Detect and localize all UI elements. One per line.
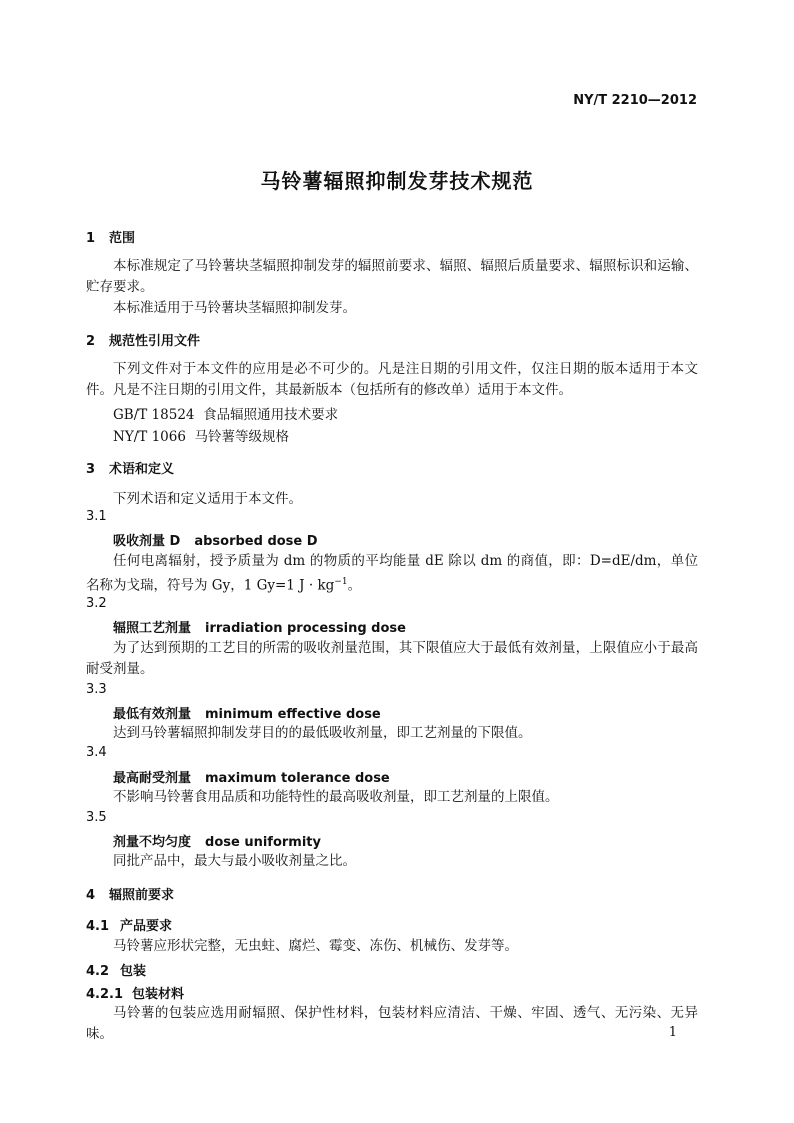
subsection-4-2-heading: [86, 960, 146, 979]
section-3-heading: [86, 458, 174, 477]
term-heading: [113, 530, 318, 549]
document-title: 马铃薯辐照抑制发芽技术规范: [260, 169, 534, 193]
section-number: 1: [86, 231, 96, 246]
section-1-heading: [86, 227, 135, 246]
term-zh: 辐照工艺剂量: [113, 621, 192, 636]
term-zh: 剂量不均匀度: [113, 835, 192, 850]
section-2-heading: [86, 330, 200, 349]
subsection-4-2-1-paragraph: 马铃薯的包装应选用耐辐照、保护性材料，包装材料应清洁、干燥、牢固、透气、无污染、无异味。: [86, 1005, 698, 1042]
section-1-paragraph-2: 本标准适用于马铃薯块茎辐照抑制发芽。: [113, 300, 356, 316]
term-number: 3.5: [86, 810, 107, 825]
reference-item: NY/T 1066 马铃薯等级规格: [113, 429, 290, 445]
term-definition: 达到马铃薯辐照抑制发芽目的的最低吸收剂量，即工艺剂量的下限值。: [113, 725, 532, 741]
term-definition: 为了达到预期的工艺目的所需的吸收剂量范围，其下限值应大于最低有效剂量，上限值应小于最高耐受剂量。: [86, 640, 698, 677]
term-number: 3.4: [86, 745, 107, 760]
section-number: 4.2: [86, 964, 110, 979]
section-number: 3: [86, 462, 96, 477]
section-number: 4.2.1: [86, 987, 124, 1002]
term-en: irradiation processing dose: [205, 621, 406, 636]
term-number: 3.2: [86, 596, 107, 611]
section-title: 术语和定义: [109, 462, 175, 477]
term-definition: 不影响马铃薯食用品质和功能特性的最高吸收剂量，即工艺剂量的上限值。: [113, 789, 559, 805]
section-number: 2: [86, 334, 96, 349]
term-number: 3.3: [86, 682, 107, 697]
subsection-4-2-1-heading: [86, 983, 184, 1002]
section-4-heading: [86, 884, 174, 903]
term-en: minimum effective dose: [205, 707, 381, 722]
section-title: 辐照前要求: [109, 888, 175, 903]
term-heading: [113, 703, 381, 722]
section-2-paragraph-1: 下列文件对于本文件的应用是必不可少的。凡是注日期的引用文件，仅注日期的版本适用于本文件。凡是不注日期的引用文件，其最新版本（包括所有的修改单）适用于本文件。: [86, 361, 698, 398]
term-en: dose uniformity: [205, 835, 321, 850]
section-number: 4.1: [86, 919, 110, 934]
section-title: 范围: [109, 231, 136, 246]
term-definition: 同批产品中，最大与最小吸收剂量之比。: [113, 853, 356, 869]
section-3-paragraph-1: 下列术语和定义适用于本文件。: [113, 491, 302, 507]
section-number: 4: [86, 888, 96, 903]
section-title: 包装材料: [132, 987, 185, 1002]
term-number: 3.1: [86, 509, 107, 524]
term-zh: 最低有效剂量: [113, 707, 192, 722]
term-definition: 任何电离辐射，授予质量为 dm 的物质的平均能量 dE 除以 dm 的商值，即：D=dE/dm，单位名称为戈瑞，符号为 Gy，1 Gy=1 $J \cdot kg^{-1}$。: [86, 553, 698, 594]
section-1-paragraph-1: 本标准规定了马铃薯块茎辐照抑制发芽的辐照前要求、辐照、辐照后质量要求、辐照标识和运输、贮存要求。: [86, 258, 698, 295]
section-title: 包装: [120, 964, 147, 979]
term-en: maximum tolerance dose: [205, 771, 390, 786]
term-en: absorbed dose D: [194, 534, 318, 549]
subsection-4-1-heading: [86, 915, 172, 934]
term-heading: [113, 617, 406, 636]
standard-code: NY/T 2210—2012: [573, 93, 697, 108]
reference-item: GB/T 18524 食品辐照通用技术要求: [113, 407, 339, 423]
term-zh: 吸收剂量 D: [113, 534, 181, 549]
term-zh: 最高耐受剂量: [113, 771, 192, 786]
section-title: 产品要求: [120, 919, 173, 934]
term-heading: [113, 831, 321, 850]
subsection-4-1-paragraph: 马铃薯应形状完整，无虫蛀、腐烂、霉变、冻伤、机械伤、发芽等。: [113, 938, 518, 954]
page-number: 1: [668, 1025, 677, 1040]
term-heading: [113, 767, 390, 786]
section-title: 规范性引用文件: [109, 334, 201, 349]
